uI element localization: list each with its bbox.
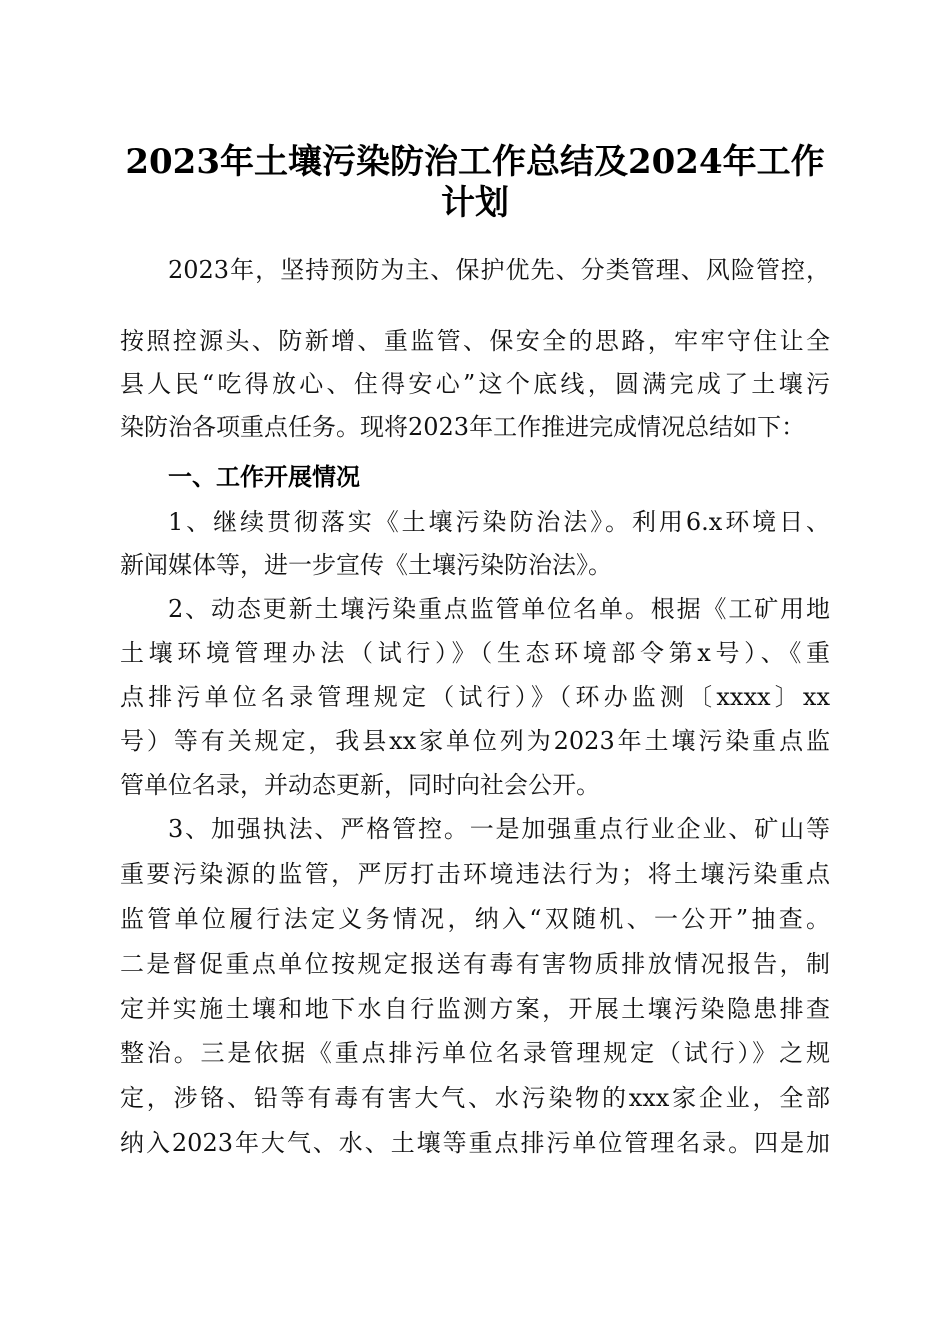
item-3-line: 重要污染源的监管，严厉打击环境违法行为；将土壤污染重点 — [120, 860, 830, 888]
document-title-line-2: 计划 — [441, 183, 509, 223]
item-3-line: 3、加强执法、严格管控。一是加强重点行业企业、矿山等 — [168, 815, 830, 843]
item-3-line: 纳入2023年大气、水、土壤等重点排污单位管理名录。四是加 — [120, 1129, 830, 1157]
item-2-line: 管单位名录，并动态更新，同时向社会公开。 — [120, 771, 600, 799]
item-2-line: 土壤环境管理办法（试行）》（生态环境部令第x号）、《重 — [120, 639, 830, 667]
item-1-line: 新闻媒体等，进一步宣传《土壤污染防治法》。 — [120, 551, 612, 579]
item-3-line: 二是督促重点单位按规定报送有毒有害物质排放情况报告，制 — [120, 950, 830, 978]
item-2-line: 点排污单位名录管理规定（试行）》（环办监测〔xxxx〕xx — [120, 683, 830, 711]
item-2-line: 号）等有关规定，我县xx家单位列为2023年土壤污染重点监 — [120, 727, 830, 755]
item-3-line: 监管单位履行法定义务情况，纳入“双随机、一公开”抽查。 — [120, 905, 830, 933]
intro-paragraph-line: 2023年，坚持预防为主、保护优先、分类管理、风险管控， — [168, 256, 830, 284]
item-2-line: 2、动态更新土壤污染重点监管单位名单。根据《工矿用地 — [168, 595, 830, 623]
intro-paragraph-line: 按照控源头、防新增、重监管、保安全的思路，牢牢守住让全 — [120, 327, 830, 355]
item-3-line: 整治。三是依据《重点排污单位名录管理规定（试行）》之规 — [120, 1039, 830, 1067]
section-heading: 一、工作开展情况 — [168, 463, 360, 491]
intro-paragraph-line: 染防治各项重点任务。现将2023年工作推进完成情况总结如下： — [120, 413, 806, 441]
item-3-line: 定，涉铬、铅等有毒有害大气、水污染物的xxx家企业，全部 — [120, 1084, 830, 1112]
item-1-line: 1、继续贯彻落实《土壤污染防治法》。利用6.x环境日、 — [168, 508, 830, 536]
intro-paragraph-line: 县人民“吃得放心、住得安心”这个底线，圆满完成了土壤污 — [120, 370, 830, 398]
item-3-line: 定并实施土壤和地下水自行监测方案，开展土壤污染隐患排查 — [120, 995, 830, 1023]
document-title-line-1: 2023年土壤污染防治工作总结及2024年工作 — [125, 142, 825, 182]
